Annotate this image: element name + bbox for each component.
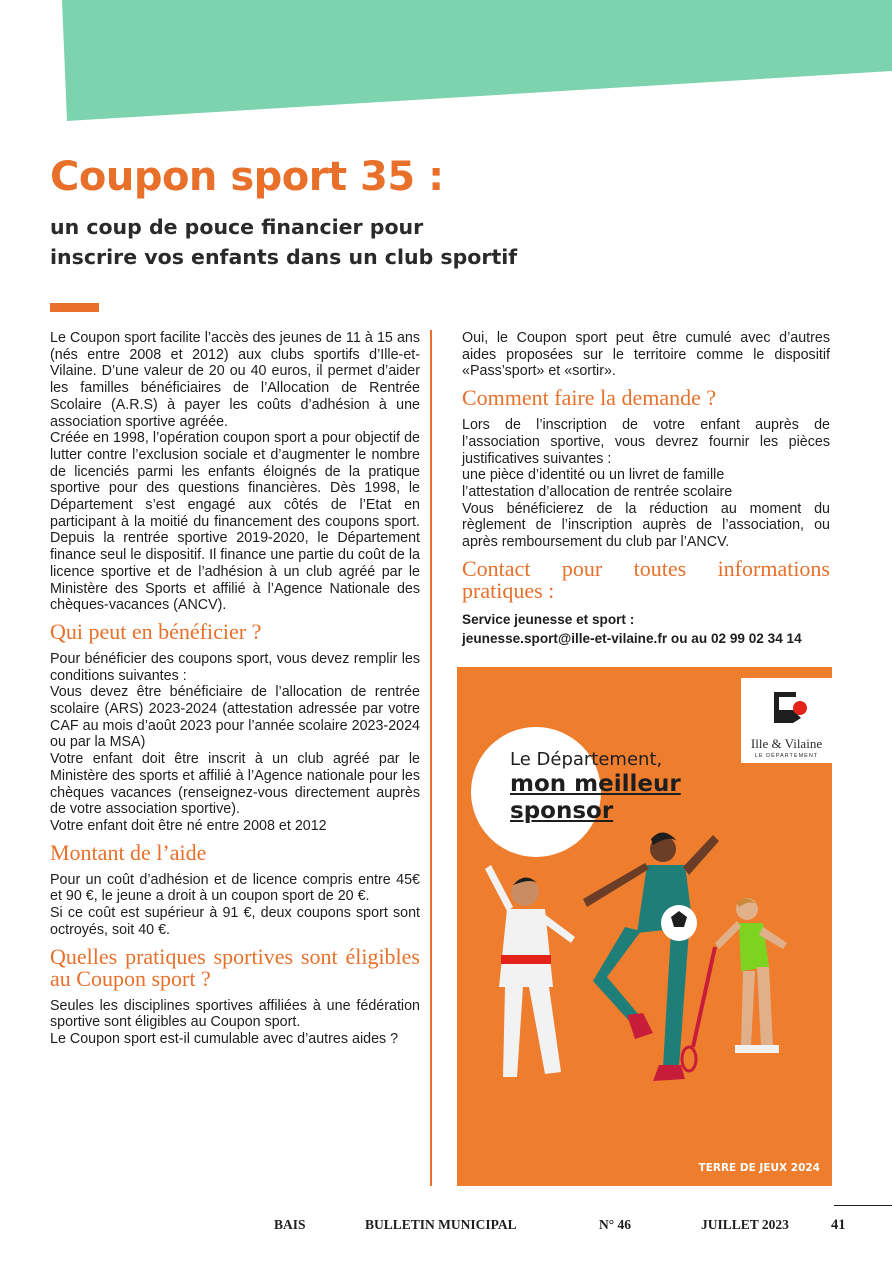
apply-intro: Lors de l’inscription de votre enfant auprès de l’association sportive, vous devrez fournir les pièces justificatives suivantes : (462, 417, 830, 467)
heading-amount: Montant de l’aide (50, 839, 207, 865)
poster-line-1: Le Département, (510, 749, 663, 770)
badminton-player-figure (682, 898, 787, 1071)
department-logo-mark-icon (741, 678, 832, 738)
footer-town: BAIS (274, 1217, 306, 1232)
subtitle-line-1: un coup de pouce financier pour (50, 215, 424, 239)
footer-issue: N° 46 (599, 1217, 632, 1232)
poster-slogan-line-1: mon meilleur (510, 771, 681, 797)
footer-rule (834, 1205, 892, 1206)
page-subtitle (50, 212, 517, 272)
eligibility-condition-2: Votre enfant doit être inscrit à un club agréé par le Ministère des sports et affilié à l’Agence nationale pour les chèques vacances (renseignez-vous directement auprès de votre association sportive). (50, 751, 420, 818)
department-poster (457, 667, 832, 1186)
intro-paragraph-2: Créée en 1998, l’opération coupon sport a pour objectif de lutter contre l’exclusion sociale et d’augmenter le nombre de licenciés parmi les enfants éloignés de la pratique sportive pour des questions financières. Dès 1998, le Département s’est engagé aux côtés de l’Etat en participant à la moitié du financement des coupons sport. Depuis la rentrée sportive 2019-2020, le Département finance seul le dispositif. Il finance une partie du coût de la licence sportive et de l’adhésion à un club agréé par le Ministère des Sports et affilié à l’Agence Nationale des chèques-vacances (ANCV). (50, 430, 420, 614)
apply-document-1: une pièce d’identité ou un livret de famille (462, 467, 725, 484)
football-player-figure (583, 832, 719, 1081)
column-divider (430, 330, 432, 1186)
poster-footer-label: TERRE DE JEUX 2024 (698, 1162, 820, 1174)
contact-block (462, 610, 830, 648)
subtitle-line-2: inscrire vos enfants dans un club sportif (50, 245, 518, 269)
accent-dash (50, 303, 99, 312)
eligibility-condition-3: Votre enfant doit être né entre 2008 et 2012 (50, 817, 327, 834)
poster-slogan (510, 771, 681, 825)
page-title: Coupon sport 35 : (50, 154, 444, 200)
logo-name: Ille & Vilaine (750, 736, 823, 751)
apply-document-2: l’attestation d’allocation de rentrée scolaire (462, 483, 733, 500)
decorative-top-band (0, 0, 892, 125)
ille-et-vilaine-logo (741, 678, 832, 763)
footer-page-number: 41 (831, 1217, 846, 1233)
poster-slogan-line-2: sponsor (510, 798, 614, 824)
cumulation-question: Le Coupon sport est-il cumulable avec d’autres aides ? (50, 1030, 399, 1047)
footer-bulletin: BULLETIN MUNICIPAL (365, 1217, 517, 1232)
heading-eligible-sports: Quelles pratiques sportives sont éligibles au Coupon sport ? (50, 943, 420, 991)
heading-eligibility: Qui peut en bénéficier ? (50, 618, 262, 644)
contact-details: jeunesse.sport@ille-et-vilaine.fr ou au 02 99 02 34 14 (462, 630, 802, 646)
apply-reduction-note: Vous bénéficierez de la réduction au moment du règlement de l’inscription auprès de l’association, ou après remboursement du club par l’ANCV. (462, 500, 830, 551)
intro-paragraph-1: Le Coupon sport facilite l’accès des jeunes de 11 à 15 ans (nés entre 2008 et 2012) aux clubs sportifs d’Ille-et-Vilaine. D’une valeur de 20 ou 40 euros, il permet d’aider les familles bénéficiaires de l’Allocation de Rentrée Scolaire (A.R.S) à payer les coûts d’adhésion à une association sportive agréée. (50, 330, 420, 430)
amount-paragraph-2: Si ce coût est supérieur à 91 €, deux coupons sport sont octroyés, soit 40 €. (50, 905, 420, 938)
footer-date: JUILLET 2023 (701, 1217, 789, 1232)
heading-how-to-apply: Comment faire la demande ? (462, 385, 717, 411)
left-column (50, 330, 420, 1048)
heading-contact: Contact pour toutes informations pratiques : (462, 555, 830, 603)
eligibility-condition-1: Vous devez être bénéficiaire de l’allocation de rentrée scolaire (ARS) 2023-2024 (attestation adressée par votre CAF au mois d’août 2023 pour l’année scolaire 2023-2024 ou par la MSA) (50, 684, 420, 751)
right-column (462, 330, 830, 648)
amount-paragraph-1: Pour un coût d’adhésion et de licence compris entre 45€ et 90 €, le jeune a droit à un coupon sport de 20 €. (50, 871, 420, 905)
athletes-illustration (457, 827, 832, 1127)
cumulation-answer: Oui, le Coupon sport peut être cumulé avec d’autres aides proposées sur le territoire comme le dispositif «Pass’sport» et «sortir». (462, 330, 830, 380)
contact-service: Service jeunesse et sport : (462, 611, 635, 627)
karate-kid-figure (485, 865, 575, 1077)
eligibility-intro: Pour bénéficier des coupons sport, vous devez remplir les conditions suivantes : (50, 650, 420, 684)
eligible-sports-paragraph: Seules les disciplines sportives affiliées à une fédération sportive sont éligibles au Coupon sport. (50, 997, 420, 1031)
logo-subtitle: LE DÉPARTEMENT (754, 753, 819, 759)
